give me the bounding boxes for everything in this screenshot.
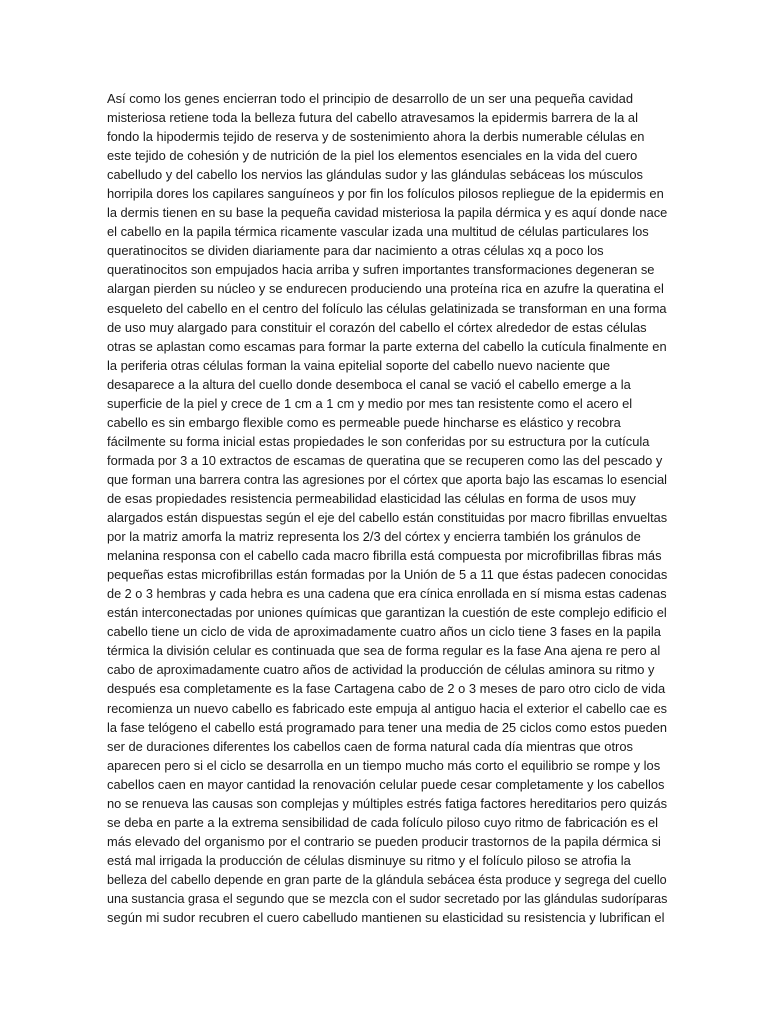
text-line: Así como los genes encierran todo el principio de desarrollo de un ser una pequeña cavidad [107, 91, 633, 106]
text-line: recomienza un nuevo cabello es fabricado este empuja al antiguo hacia el exterior el cabello cae es [107, 700, 667, 716]
text-line: queratinocitos se dividen diariamente para dar nacimiento a otras células xq a poco los [107, 243, 604, 259]
text-line: el cabello en la papila térmica ricamente vascular izada una multitud de células particulares los [107, 224, 649, 240]
text-line: fácilmente su forma inicial estas propiedades le son conferidas por su estructura por la cutícula [107, 433, 650, 449]
text-line: la dermis tienen en su base la pequeña cavidad misteriosa la papila dérmica y es aquí donde nace [107, 205, 668, 221]
text-line: que forman una barrera contra las agresiones por el córtex que aporta bajo las escamas lo esencial [107, 471, 667, 487]
text-line: cabelludo y del cabello los nervios las glándulas sudor y las glándulas sebáceas los músculos [107, 167, 643, 183]
text-line: pequeñas estas microfibrillas están formadas por la Unión de 5 a 11 que éstas padecen conocidas [107, 567, 668, 583]
text-line: térmica la división celular es continuada que sea de forma regular es la fase Ana ajena re pero al [107, 643, 661, 659]
text-line: misteriosa retiene toda la belleza futura del cabello atravesamos la epidermis barrera de la al [107, 110, 638, 126]
text-line: horripila dores los capilares sanguíneos y por fin los folículos pilosos repliegue de la epidermis en [107, 186, 664, 202]
text-line: según mi sudor recubren el cuero cabelludo mantienen su elasticidad su resistencia y lubrifican el [107, 910, 665, 926]
text-line: desaparece a la altura del cuello donde desemboca el canal se vació el cabello emerge a la [107, 376, 631, 392]
text-line: está mal irrigada la producción de células disminuye su ritmo y el folículo piloso se atrofia la [107, 852, 631, 868]
text-line: superficie de la piel y crece de 1 cm a 1 cm y medio por mes tan resistente como el acero el [107, 395, 633, 411]
text-line: esqueleto del cabello en el centro del folículo las células gelatinizada se transforman en una forma [107, 300, 667, 316]
text-line: belleza del cabello depende en gran parte de la glándula sebácea ésta produce y segrega del cuello [107, 871, 667, 887]
text-line: están interconectadas por uniones químicas que garantizan la cuestión de este complejo edificio el [107, 605, 667, 621]
text-line: la fase telógeno el cabello está programado para tener una media de 25 ciclos como estos pueden [107, 719, 667, 735]
text-line: cabello es sin embargo flexible como es permeable puede hincharse es elástico y recobra [107, 414, 621, 430]
text-line: queratinocitos son empujados hacia arriba y sufren importantes transformaciones degeneran se [107, 262, 655, 278]
text-line: de 2 o 3 hembras y cada hebra es una cadena que era cínica enrollada en sí misma estas cadenas [107, 586, 667, 602]
text-line: de esas propiedades resistencia permeabilidad elasticidad las células en forma de usos muy [107, 490, 636, 506]
text-line: se deba en parte a la extrema sensibilidad de cada folículo piloso cuyo ritmo de fabricación es el [107, 814, 659, 830]
text-line: alargan pierden su núcleo y se endurecen produciendo una proteína rica en azufre la queratina el [107, 281, 664, 297]
text-line: ser de duraciones diferentes los cabellos caen de forma natural cada día mientras que otros [107, 738, 633, 754]
text-line: no se renueva las causas son complejas y múltiples estrés fatiga factores hereditarios pero quizás [107, 795, 668, 811]
body-text [107, 89, 667, 927]
text-line: otras se aplastan como escamas para formar la parte externa del cabello la cutícula finalmente en [107, 338, 667, 354]
text-line: la periferia otras células forman la vaina epitelial soporte del cabello nuevo naciente que [107, 357, 611, 373]
text-line: alargados están dispuestas según el eje del cabello están constituidas por macro fibrillas envueltas [107, 510, 668, 526]
text-line: una sustancia grasa el segundo que se mezcla con el sudor secretado por las glándulas sudoríparas [107, 890, 668, 906]
text-line: de uso muy alargado para constituir el corazón del cabello el córtex alrededor de estas células [107, 319, 647, 335]
text-line: melanina responsa con el cabello cada macro fibrilla está compuesta por microfibrillas fibras más [107, 548, 662, 564]
text-line: este tejido de cohesión y de nutrición de la piel los elementos esenciales en la vida del cuero [107, 148, 638, 164]
text-line: por la matriz amorfa la matriz representa los 2/3 del córtex y encierra también los gránulos de [107, 529, 641, 545]
text-line: cabellos caen en mayor cantidad la renovación celular puede cesar completamente y los cabellos [107, 776, 665, 792]
text-line: formada por 3 a 10 extractos de escamas de queratina que se recuperen como las del pescado y [107, 452, 663, 468]
text-line: cabello tiene un ciclo de vida de aproximadamente cuatro años un ciclo tiene 3 fases en la papila [107, 624, 661, 640]
text-line: aparecen pero si el ciclo se desarrolla en un tiempo mucho más corto el equilibrio se rompe y los [107, 757, 661, 773]
text-line: cabo de aproximadamente cuatro años de actividad la producción de células aminora su ritmo y [107, 662, 655, 678]
text-line: fondo la hipodermis tejido de reserva y de sostenimiento ahora la derbis numerable células en [107, 129, 645, 145]
text-line: después esa completamente es la fase Cartagena cabo de 2 o 3 meses de paro otro ciclo de vida [107, 681, 666, 697]
text-line: más elevado del organismo por el contrario se pueden producir trastornos de la papila dérmica si [107, 833, 661, 849]
